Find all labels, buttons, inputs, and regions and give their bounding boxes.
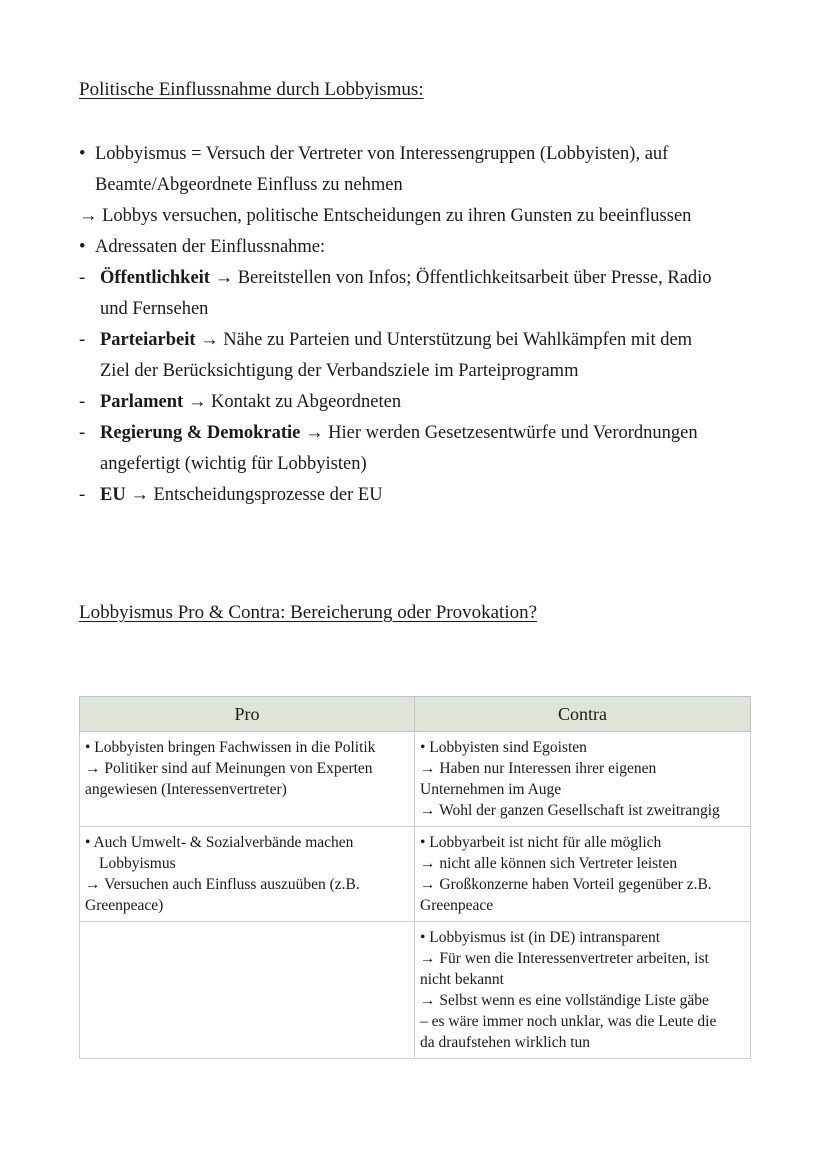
list-item-text: [100, 387, 401, 418]
list-item: [79, 201, 779, 232]
table-row: [80, 827, 751, 922]
cell-line: • Lobbyismus ist (in DE) intransparent: [420, 929, 661, 946]
list-item-continuation: [79, 170, 779, 201]
dash-marker: -: [79, 485, 86, 505]
dash-marker: -: [79, 330, 86, 350]
table-row: [80, 922, 751, 1059]
pro-cell: [80, 732, 415, 827]
cell-line: → Haben nur Interessen ihrer eigenen: [420, 760, 657, 777]
cell-line: Lobbyismus: [99, 855, 176, 872]
item-description: → Kontakt zu Abgeordneten: [183, 392, 402, 412]
list-item-continuation: [79, 294, 779, 325]
list-item-text: [100, 418, 698, 449]
list-item-text: Lobbyismus = Versuch der Vertreter von Interessengruppen (Lobbyisten), auf: [95, 144, 669, 164]
list-item: [79, 387, 779, 418]
item-description: → Entscheidungsprozesse der EU: [125, 485, 383, 505]
list-item-text: Beamte/Abgeordnete Einfluss zu nehmen: [95, 175, 403, 195]
cell-line: angewiesen (Interessenvertreter): [85, 781, 287, 798]
cell-line: – es wäre immer noch unklar, was die Leute die: [420, 1013, 717, 1030]
cell-line: nicht bekannt: [420, 971, 504, 988]
list-item-continuation: [79, 356, 779, 387]
list-item-text: [100, 480, 383, 511]
header-pro: Pro: [80, 697, 415, 732]
pro-cell-empty: [80, 922, 415, 1059]
list-item-text: Ziel der Berücksichtigung der Verbandsziele im Parteiprogramm: [100, 361, 579, 381]
item-label: Parteiarbeit: [100, 330, 196, 350]
cell-line: Unternehmen im Auge: [420, 781, 562, 798]
cell-line: • Lobbyisten bringen Fachwissen in die Politik: [85, 739, 376, 756]
list-item: [79, 232, 779, 263]
list-item-text: [100, 325, 692, 356]
section-title-pro-contra: Lobbyismus Pro & Contra: Bereicherung oder Provokation?: [79, 602, 538, 623]
header-contra: Contra: [415, 697, 751, 732]
list-item-continuation: [79, 449, 779, 480]
dash-marker: -: [79, 392, 86, 412]
list-item-text: [100, 263, 712, 294]
cell-line: • Auch Umwelt- & Sozialverbände machen: [85, 834, 354, 851]
list-item-text: angefertigt (wichtig für Lobbyisten): [100, 454, 367, 474]
contra-cell: [415, 732, 751, 827]
list-item: [79, 325, 779, 356]
cell-line: → Wohl der ganzen Gesellschaft ist zweitrangig: [420, 802, 720, 819]
influence-list: [79, 139, 779, 511]
item-description: → Nähe zu Parteien und Unterstützung bei Wahlkämpfen mit dem: [195, 330, 693, 350]
list-item-text: und Fernsehen: [100, 299, 209, 319]
item-description: → Hier werden Gesetzesentwürfe und Verordnungen: [300, 423, 698, 443]
list-item: [79, 480, 779, 511]
cell-line: → Versuchen auch Einfluss auszuüben (z.B.: [85, 876, 360, 893]
section-title-lobbyismus: Politische Einflussnahme durch Lobbyismus:: [79, 79, 424, 100]
list-item: [79, 263, 779, 294]
cell-line: → Für wen die Interessenvertreter arbeiten, ist: [420, 950, 709, 967]
pro-cell: [80, 827, 415, 922]
cell-line: • Lobbyisten sind Egoisten: [420, 739, 587, 756]
item-label: Öffentlichkeit: [100, 268, 210, 288]
cell-line: → Großkonzerne haben Vorteil gegenüber z.B.: [420, 876, 712, 893]
cell-line: → nicht alle können sich Vertreter leisten: [420, 855, 678, 872]
item-label: EU: [100, 485, 126, 505]
table-header-row: [80, 697, 751, 732]
dash-marker: -: [79, 268, 86, 288]
list-item: [79, 418, 779, 449]
item-description: → Bereitstellen von Infos; Öffentlichkeitsarbeit über Presse, Radio: [209, 268, 712, 288]
list-item: [79, 139, 779, 170]
cell-line: → Politiker sind auf Meinungen von Experten: [85, 760, 373, 777]
item-label: Parlament: [100, 392, 184, 412]
cell-line: • Lobbyarbeit ist nicht für alle möglich: [420, 834, 662, 851]
list-item-text: → Lobbys versuchen, politische Entscheidungen zu ihren Gunsten zu beeinflussen: [79, 206, 692, 226]
contra-cell: [415, 922, 751, 1059]
cell-line: → Selbst wenn es eine vollständige Liste gäbe: [420, 992, 709, 1009]
table-row: [80, 732, 751, 827]
cell-line: Greenpeace): [85, 897, 164, 914]
cell-line: Greenpeace: [420, 897, 494, 914]
bullet-marker: •: [79, 237, 86, 257]
cell-line: da draufstehen wirklich tun: [420, 1034, 591, 1051]
dash-marker: -: [79, 423, 86, 443]
list-item-text: Adressaten der Einflussnahme:: [95, 237, 326, 257]
pro-contra-table: [79, 696, 751, 1059]
bullet-marker: •: [79, 144, 86, 164]
item-label: Regierung & Demokratie: [100, 423, 301, 443]
contra-cell: [415, 827, 751, 922]
